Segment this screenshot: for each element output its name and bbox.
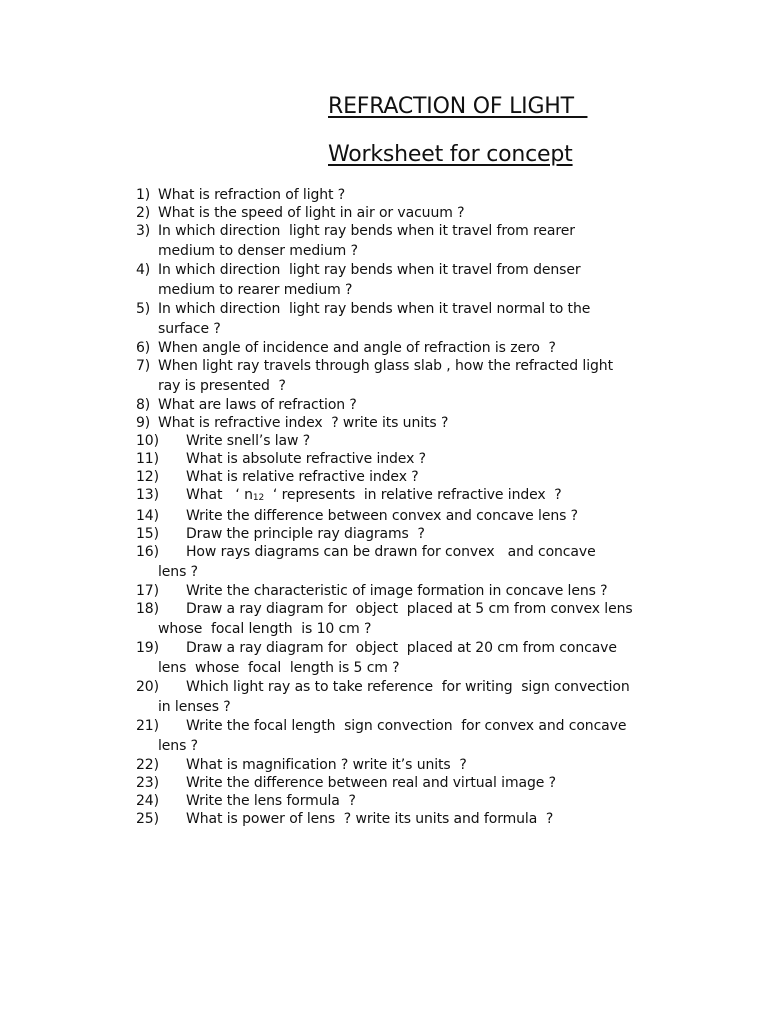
question-text: What is refractive index ? write its units ? [158, 415, 449, 431]
question-item [136, 582, 736, 600]
question-item [136, 261, 736, 299]
question-number: 21) [136, 718, 159, 734]
question-number: 2) [136, 205, 151, 221]
question-item [136, 432, 736, 450]
question-text-continuation: in lenses ? [158, 699, 231, 715]
question-item [136, 222, 736, 260]
question-item [136, 792, 736, 810]
question-text: What are laws of refraction ? [158, 397, 357, 413]
question-text-continuation: whose focal length is 10 cm ? [158, 621, 372, 637]
question-item [136, 414, 736, 432]
subscript-text: 12 [252, 493, 265, 503]
question-item [136, 717, 736, 755]
question-text [136, 486, 736, 507]
question-text: When light ray travels through glass slab , how the refracted light [158, 358, 613, 374]
question-item [136, 486, 736, 507]
question-number: 9) [136, 415, 151, 431]
question-number: 25) [136, 811, 159, 827]
question-number: 6) [136, 340, 151, 356]
question-number: 12) [136, 469, 159, 485]
question-number: 5) [136, 301, 151, 317]
page-subtitle: Worksheet for concept [328, 142, 573, 167]
question-text: Draw the principle ray diagrams ? [186, 526, 425, 542]
question-text: What is relative refractive index ? [186, 469, 419, 485]
question-number: 24) [136, 793, 159, 809]
question-text: Write the focal length sign convection for convex and concave [186, 718, 627, 734]
question-item [136, 357, 736, 395]
question-text: What is absolute refractive index ? [186, 451, 426, 467]
question-text-continuation: lens whose focal length is 5 cm ? [158, 660, 400, 676]
question-text: Write the difference between real and virtual image ? [186, 775, 556, 791]
question-number: 3) [136, 223, 151, 239]
question-text: Which light ray as to take reference for writing sign convection [186, 679, 630, 695]
question-text: When angle of incidence and angle of refraction is zero ? [158, 340, 556, 356]
question-number: 8) [136, 397, 151, 413]
question-item [136, 774, 736, 792]
question-text: What is the speed of light in air or vacuum ? [158, 205, 465, 221]
question-number: 7) [136, 358, 151, 374]
question-text: Draw a ray diagram for object placed at 20 cm from concave [186, 640, 617, 656]
question-number: 1) [136, 187, 151, 203]
question-text: Draw a ray diagram for object placed at 5 cm from convex lens [186, 601, 633, 617]
question-text-continuation: medium to rearer medium ? [158, 282, 353, 298]
question-item [136, 678, 736, 716]
question-item [136, 507, 736, 525]
question-text: What is magnification ? write it’s units ? [186, 757, 467, 773]
question-item [136, 756, 736, 774]
question-number: 16) [136, 544, 159, 560]
question-item [136, 186, 736, 204]
question-number: 19) [136, 640, 159, 656]
question-text-part: What ‘ n [186, 487, 253, 503]
question-text: In which direction light ray bends when it travel from rearer [158, 223, 575, 239]
question-list [136, 186, 736, 828]
question-number: 4) [136, 262, 151, 278]
question-number: 23) [136, 775, 159, 791]
question-item [136, 450, 736, 468]
question-number: 15) [136, 526, 159, 542]
question-text: How rays diagrams can be drawn for convex and concave [186, 544, 596, 560]
question-text: Write the lens formula ? [186, 793, 356, 809]
question-number: 20) [136, 679, 159, 695]
question-text-part: ‘ represents in relative refractive index ? [264, 487, 562, 503]
question-text: Write the characteristic of image formation in concave lens ? [186, 583, 608, 599]
question-text: In which direction light ray bends when it travel normal to the [158, 301, 591, 317]
question-text: Write the difference between convex and concave lens ? [186, 508, 578, 524]
question-number: 13) [136, 487, 159, 503]
question-text: In which direction light ray bends when it travel from denser [158, 262, 581, 278]
question-number: 17) [136, 583, 159, 599]
question-item [136, 810, 736, 828]
question-item [136, 543, 736, 581]
question-number: 14) [136, 508, 159, 524]
question-text: What is refraction of light ? [158, 187, 346, 203]
question-text-continuation: lens ? [158, 738, 198, 754]
question-text-continuation: surface ? [158, 321, 221, 337]
question-number: 18) [136, 601, 159, 617]
question-number: 22) [136, 757, 159, 773]
page-title: REFRACTION OF LIGHT [328, 94, 588, 119]
question-item [136, 468, 736, 486]
question-text: What is power of lens ? write its units and formula ? [186, 811, 554, 827]
question-item [136, 639, 736, 677]
question-number: 10) [136, 433, 159, 449]
question-number: 11) [136, 451, 159, 467]
question-item [136, 339, 736, 357]
question-item [136, 600, 736, 638]
question-text-continuation: medium to denser medium ? [158, 243, 358, 259]
question-text-continuation: lens ? [158, 564, 198, 580]
question-text-continuation: ray is presented ? [158, 378, 286, 394]
question-item [136, 300, 736, 338]
question-text: Write snell’s law ? [186, 433, 311, 449]
question-item [136, 396, 736, 414]
question-item [136, 525, 736, 543]
question-item [136, 204, 736, 222]
